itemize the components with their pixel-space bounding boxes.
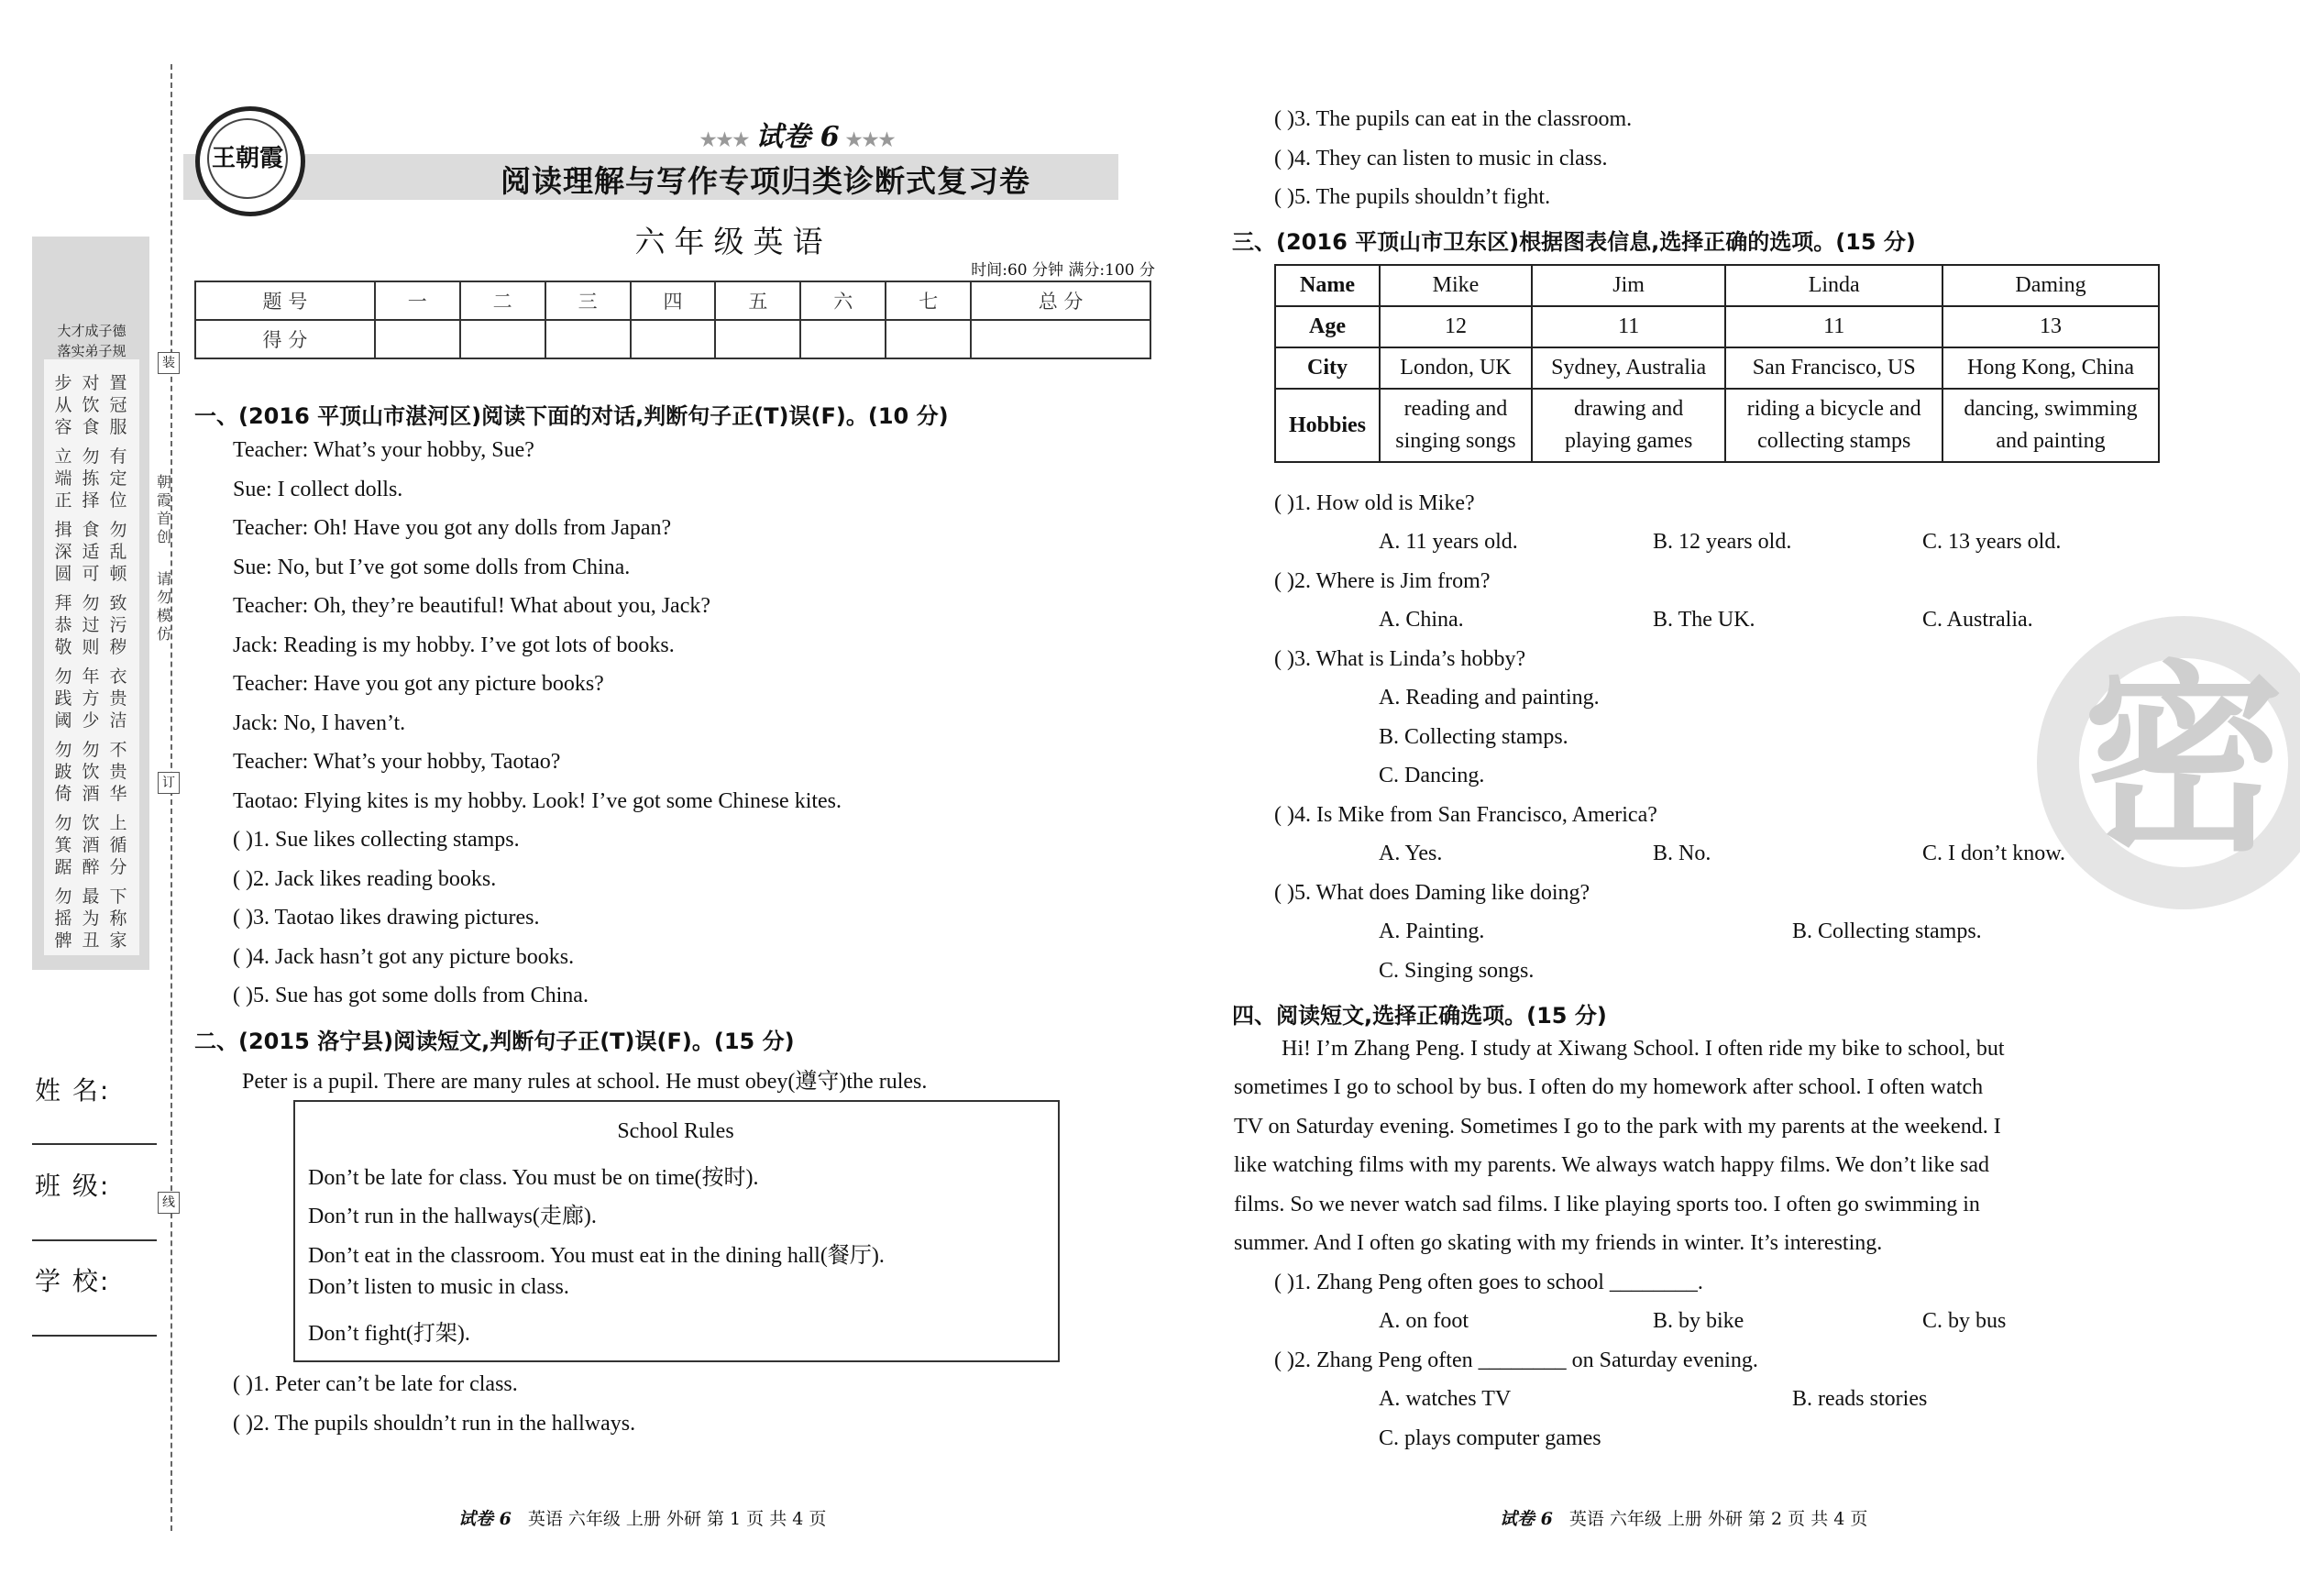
dialogue-line: Sue: I collect dolls. bbox=[233, 478, 403, 501]
grade-title: 六年级英语 bbox=[634, 224, 832, 259]
motto-char: 分 bbox=[109, 857, 127, 877]
option[interactable]: C. Singing songs. bbox=[1379, 959, 1535, 983]
seal-box-1: 装 bbox=[158, 352, 180, 374]
motto-char: 下 bbox=[109, 886, 127, 907]
score-header-cell: 五 bbox=[715, 281, 800, 320]
question-s1-3[interactable]: ( )3. Taotao likes drawing pictures. bbox=[233, 906, 540, 930]
class-field[interactable] bbox=[32, 1239, 157, 1241]
question-s3-3[interactable]: ( )3. What is Linda’s hobby? bbox=[1274, 647, 1526, 671]
vertical-text-2: 请勿模仿 bbox=[156, 570, 171, 643]
motto-column bbox=[108, 592, 128, 658]
table-cell: 13 bbox=[1942, 306, 2159, 347]
motto-column bbox=[53, 812, 73, 878]
motto-row bbox=[44, 873, 139, 951]
motto-char: 丑 bbox=[82, 930, 100, 951]
motto-char: 端 bbox=[54, 468, 72, 489]
motto-char: 乱 bbox=[109, 542, 127, 562]
motto-char: 衣 bbox=[109, 666, 127, 687]
motto-char: 勿 bbox=[82, 593, 100, 613]
table-cell: Daming bbox=[1942, 265, 2159, 306]
motto-column bbox=[108, 812, 128, 878]
motto-char: 过 bbox=[82, 615, 100, 635]
motto-column bbox=[53, 666, 73, 732]
option[interactable]: A. Reading and painting. bbox=[1379, 686, 1600, 710]
motto-char: 正 bbox=[54, 490, 72, 511]
motto-char: 摇 bbox=[54, 908, 72, 929]
motto-char: 食 bbox=[82, 417, 100, 437]
score-header-cell: 总 分 bbox=[971, 281, 1150, 320]
paper-label: ★★★ 试卷 6 ★★★ bbox=[699, 121, 896, 153]
motto-heading-1: 大才成子德 bbox=[57, 323, 127, 339]
option[interactable]: B. 12 years old. bbox=[1653, 530, 1792, 554]
table-cell: 12 bbox=[1380, 306, 1532, 347]
rule-item: Don’t fight(打架). bbox=[308, 1322, 470, 1346]
motto-column bbox=[53, 446, 73, 512]
watermark-glyph: 密 bbox=[2082, 644, 2284, 878]
motto-char: 食 bbox=[82, 520, 100, 540]
hobby-line: riding a bicycle and bbox=[1746, 397, 1921, 421]
motto-char: 称 bbox=[109, 908, 127, 929]
motto-char: 最 bbox=[82, 886, 100, 907]
motto-char: 箕 bbox=[54, 835, 72, 855]
motto-char: 立 bbox=[54, 446, 72, 467]
motto-char: 跛 bbox=[54, 762, 72, 782]
motto-char: 勿 bbox=[54, 740, 72, 760]
motto-char: 位 bbox=[109, 490, 127, 511]
motto-char: 家 bbox=[109, 930, 127, 951]
table-cell: Mike bbox=[1380, 265, 1532, 306]
table-header-name: Name bbox=[1275, 265, 1380, 306]
dialogue-line: Teacher: Have you got any picture books? bbox=[233, 672, 604, 696]
hobby-line: singing songs bbox=[1395, 429, 1516, 453]
question-s1-5[interactable]: ( )5. Sue has got some dolls from China. bbox=[233, 984, 589, 1007]
option[interactable]: C. by bus bbox=[1922, 1309, 2007, 1333]
option[interactable]: C. 13 years old. bbox=[1922, 530, 2062, 554]
hobby-line: playing games bbox=[1564, 429, 1693, 453]
score-header-cell: 二 bbox=[460, 281, 545, 320]
motto-char: 从 bbox=[54, 395, 72, 415]
motto-heading-2: 落实弟子规 bbox=[57, 343, 127, 359]
score-input-cell[interactable] bbox=[631, 320, 716, 358]
dialogue-line: Taotao: Flying kites is my hobby. Look! I’ve got some Chinese kites. bbox=[233, 789, 842, 813]
question-s1-1[interactable]: ( )1. Sue likes collecting stamps. bbox=[233, 828, 520, 852]
question-s3-2[interactable]: ( )2. Where is Jim from? bbox=[1274, 569, 1491, 593]
vertical-text-1: 朝霞首创 bbox=[156, 473, 171, 545]
dialogue-line: Jack: Reading is my hobby. I’ve got lots of books. bbox=[233, 633, 675, 657]
dialogue-line: Teacher: What’s your hobby, Sue? bbox=[233, 438, 534, 462]
motto-char: 恭 bbox=[54, 615, 72, 635]
motto-char: 容 bbox=[54, 417, 72, 437]
motto-char: 酒 bbox=[82, 784, 100, 804]
motto-row bbox=[44, 433, 139, 511]
table-cell bbox=[1725, 389, 1942, 462]
table-header-city: City bbox=[1275, 347, 1380, 389]
motto-row bbox=[44, 653, 139, 731]
motto-char: 贵 bbox=[109, 762, 127, 782]
option[interactable]: A. Yes. bbox=[1379, 842, 1443, 865]
motto-char: 可 bbox=[82, 564, 100, 584]
question-s2-1[interactable]: ( )1. Peter can’t be late for class. bbox=[233, 1372, 518, 1396]
option[interactable]: C. Australia. bbox=[1922, 608, 2033, 632]
brand-logo-text: 王朝霞 bbox=[207, 118, 288, 199]
footer-left-text: 英语 六年级 上册 外研 第 1 页 共 4 页 bbox=[527, 1509, 827, 1529]
question-s3-4[interactable]: ( )4. Is Mike from San Francisco, America? bbox=[1274, 803, 1657, 827]
motto-column bbox=[81, 519, 101, 585]
motto-column bbox=[81, 666, 101, 732]
score-header-cell: 七 bbox=[886, 281, 971, 320]
rule-item: Don’t eat in the classroom. You must eat in the dining hall(餐厅). bbox=[308, 1244, 885, 1268]
dialogue-line: Teacher: Oh, they’re beautiful! What about you, Jack? bbox=[233, 594, 710, 618]
score-header-cell: 六 bbox=[800, 281, 886, 320]
footer-left bbox=[458, 1505, 826, 1530]
motto-char: 上 bbox=[109, 813, 127, 833]
passage-line: Hi! I’m Zhang Peng. I study at Xiwang School. I often ride my bike to school, but bbox=[1282, 1037, 2005, 1061]
motto-column bbox=[53, 372, 73, 438]
motto-char: 勿 bbox=[54, 813, 72, 833]
table-cell bbox=[1380, 389, 1532, 462]
motto-char: 深 bbox=[54, 542, 72, 562]
score-input-cell[interactable] bbox=[460, 320, 545, 358]
motto-char: 践 bbox=[54, 688, 72, 709]
motto-char: 少 bbox=[82, 710, 100, 731]
passage-line: TV on Saturday evening. Sometimes I go to the park with my parents at the weekend. I bbox=[1234, 1115, 2001, 1139]
motto-char: 圆 bbox=[54, 564, 72, 584]
motto-char: 洁 bbox=[109, 710, 127, 731]
option[interactable]: C. plays computer games bbox=[1379, 1426, 1601, 1450]
question-s2-2[interactable]: ( )2. The pupils shouldn’t run in the hallways. bbox=[233, 1412, 636, 1436]
question-s3-5[interactable]: ( )5. What does Daming like doing? bbox=[1274, 881, 1590, 905]
hobby-line: reading and bbox=[1403, 397, 1508, 421]
seal-box-3: 线 bbox=[158, 1192, 180, 1214]
table-cell: Hong Kong, China bbox=[1942, 347, 2159, 389]
hobby-line: collecting stamps bbox=[1757, 429, 1911, 453]
table-cell: Linda bbox=[1725, 265, 1942, 306]
motto-char: 秽 bbox=[109, 637, 127, 657]
motto-char: 择 bbox=[82, 490, 100, 511]
binding-dashed-line bbox=[171, 64, 172, 1531]
passage-line: sometimes I go to school by bus. I often do my homework after school. I often watch bbox=[1234, 1075, 1984, 1099]
paper-title: 阅读理解与写作专项归类诊断式复习卷 bbox=[501, 163, 1030, 199]
rule-item: Don’t be late for class. You must be on time(按时). bbox=[308, 1166, 759, 1190]
score-row-label: 得 分 bbox=[195, 320, 375, 358]
dialogue-line: Teacher: What’s your hobby, Taotao? bbox=[233, 750, 561, 774]
question-s1-2[interactable]: ( )2. Jack likes reading books. bbox=[233, 867, 497, 891]
motto-column bbox=[53, 739, 73, 805]
motto-char: 定 bbox=[109, 468, 127, 489]
footer-right bbox=[1500, 1505, 1867, 1530]
hobby-line: drawing and bbox=[1574, 397, 1684, 421]
section1-title: 一、(2016 平顶山市湛河区)阅读下面的对话,判断句子正(T)误(F)。(10 分) bbox=[194, 403, 949, 429]
score-table bbox=[194, 281, 1151, 359]
score-input-cell[interactable] bbox=[375, 320, 460, 358]
question-s4-1[interactable]: ( )1. Zhang Peng often goes to school ________. bbox=[1274, 1271, 1703, 1294]
option[interactable]: C. Dancing. bbox=[1379, 764, 1485, 787]
motto-char: 为 bbox=[82, 908, 100, 929]
option[interactable]: B. Collecting stamps. bbox=[1792, 919, 1982, 943]
motto-char: 循 bbox=[109, 835, 127, 855]
option[interactable]: A. watches TV bbox=[1379, 1387, 1512, 1411]
option[interactable]: C. I don’t know. bbox=[1922, 842, 2065, 865]
motto-char: 揖 bbox=[54, 520, 72, 540]
motto-char: 勿 bbox=[109, 520, 127, 540]
motto-char: 顿 bbox=[109, 564, 127, 584]
dialogue-line: Sue: No, but I’ve got some dolls from China. bbox=[233, 556, 631, 579]
score-header-cell: 四 bbox=[631, 281, 716, 320]
motto-column bbox=[81, 886, 101, 952]
rule-item: Don’t run in the hallways(走廊). bbox=[308, 1205, 597, 1228]
motto-column bbox=[81, 739, 101, 805]
table-cell: 11 bbox=[1532, 306, 1725, 347]
option[interactable]: B. reads stories bbox=[1792, 1387, 1928, 1411]
dialogue-line: Jack: No, I haven’t. bbox=[233, 711, 406, 735]
motto-char: 醉 bbox=[82, 857, 100, 877]
motto-column bbox=[81, 446, 101, 512]
name-label: 姓 名: bbox=[35, 1075, 111, 1106]
score-input-cell[interactable] bbox=[971, 320, 1150, 358]
passage-line: films. So we never watch sad films. I like playing sports too. I often go swimming in bbox=[1234, 1193, 1980, 1216]
table-header-age: Age bbox=[1275, 306, 1380, 347]
question-s1-4[interactable]: ( )4. Jack hasn’t got any picture books. bbox=[233, 945, 575, 969]
motto-column bbox=[108, 446, 128, 512]
school-label: 学 校: bbox=[35, 1266, 111, 1296]
option[interactable]: B. No. bbox=[1653, 842, 1711, 865]
table-cell: San Francisco, US bbox=[1725, 347, 1942, 389]
motto-char: 拜 bbox=[54, 593, 72, 613]
score-input-cell[interactable] bbox=[715, 320, 800, 358]
motto-row bbox=[44, 726, 139, 804]
motto-column bbox=[108, 372, 128, 438]
motto-column bbox=[81, 592, 101, 658]
motto-char: 勿 bbox=[82, 740, 100, 760]
motto-column bbox=[81, 812, 101, 878]
table-cell: 11 bbox=[1725, 306, 1942, 347]
table-cell: Jim bbox=[1532, 265, 1725, 306]
question-s3-1[interactable]: ( )1. How old is Mike? bbox=[1274, 491, 1475, 515]
question-s2-4[interactable]: ( )4. They can listen to music in class. bbox=[1274, 147, 1608, 171]
motto-row bbox=[44, 359, 139, 437]
motto-char: 饮 bbox=[82, 813, 100, 833]
motto-char: 敬 bbox=[54, 637, 72, 657]
hobby-line: and painting bbox=[1996, 429, 2106, 453]
motto-char: 勿 bbox=[54, 666, 72, 687]
question-s2-3[interactable]: ( )3. The pupils can eat in the classroom. bbox=[1274, 107, 1633, 131]
motto-column bbox=[108, 519, 128, 585]
motto-char: 华 bbox=[109, 784, 127, 804]
footer-left-label: 试卷 6 bbox=[458, 1509, 512, 1529]
score-input-cell[interactable] bbox=[800, 320, 886, 358]
motto-char: 污 bbox=[109, 615, 127, 635]
motto-column bbox=[108, 739, 128, 805]
table-cell bbox=[1532, 389, 1725, 462]
motto-column bbox=[53, 592, 73, 658]
info-table bbox=[1274, 264, 2160, 463]
rules-title: School Rules bbox=[617, 1119, 734, 1143]
dialogue-line: Teacher: Oh! Have you got any dolls from Japan? bbox=[233, 516, 672, 540]
motto-char: 方 bbox=[82, 688, 100, 709]
question-s2-5[interactable]: ( )5. The pupils shouldn’t fight. bbox=[1274, 185, 1551, 209]
footer-right-label: 试卷 6 bbox=[1500, 1509, 1553, 1529]
motto-char: 勿 bbox=[82, 446, 100, 467]
motto-column bbox=[53, 519, 73, 585]
seal-box-2: 订 bbox=[158, 772, 180, 794]
footer-right-text: 英语 六年级 上册 外研 第 2 页 共 4 页 bbox=[1568, 1509, 1868, 1529]
motto-char: 适 bbox=[82, 542, 100, 562]
option[interactable]: A. Painting. bbox=[1379, 919, 1485, 943]
motto-char: 勿 bbox=[54, 886, 72, 907]
score-input-cell[interactable] bbox=[886, 320, 971, 358]
table-cell: Sydney, Australia bbox=[1532, 347, 1725, 389]
motto-char: 对 bbox=[82, 373, 100, 393]
motto-char: 则 bbox=[82, 637, 100, 657]
motto-column bbox=[108, 886, 128, 952]
motto-row bbox=[44, 506, 139, 584]
motto-char: 服 bbox=[109, 417, 127, 437]
option[interactable]: B. Collecting stamps. bbox=[1379, 725, 1568, 749]
motto-char: 年 bbox=[82, 666, 100, 687]
score-header-cell: 题 号 bbox=[195, 281, 375, 320]
question-s4-2[interactable]: ( )2. Zhang Peng often ________ on Saturday evening. bbox=[1274, 1348, 1758, 1372]
motto-column bbox=[81, 372, 101, 438]
motto-char: 阈 bbox=[54, 710, 72, 731]
motto-char: 踞 bbox=[54, 857, 72, 877]
motto-row bbox=[44, 799, 139, 877]
passage-line: summer. And I often go skating with my friends in winter. It’s interesting. bbox=[1234, 1231, 1883, 1255]
motto-char: 贵 bbox=[109, 688, 127, 709]
motto-row bbox=[44, 579, 139, 657]
motto-column bbox=[108, 666, 128, 732]
table-header-hobbies: Hobbies bbox=[1275, 389, 1380, 462]
motto-grid bbox=[44, 359, 139, 955]
name-field[interactable] bbox=[32, 1143, 157, 1145]
table-cell: London, UK bbox=[1380, 347, 1532, 389]
section2-title: 二、(2015 洛宁县)阅读短文,判断句子正(T)误(F)。(15 分) bbox=[194, 1029, 795, 1054]
option[interactable]: A. on foot bbox=[1379, 1309, 1469, 1333]
section2-intro: Peter is a pupil. There are many rules at school. He must obey(遵守)the rules. bbox=[242, 1070, 928, 1094]
motto-column bbox=[53, 886, 73, 952]
motto-char: 有 bbox=[109, 446, 127, 467]
motto-char: 髀 bbox=[54, 930, 72, 951]
passage-line: like watching films with my parents. We always watch happy films. We don’t like sad bbox=[1234, 1153, 1989, 1177]
score-input-cell[interactable] bbox=[545, 320, 631, 358]
motto-char: 置 bbox=[109, 373, 127, 393]
score-header-cell: 三 bbox=[545, 281, 631, 320]
section4-title: 四、阅读短文,选择正确选项。(15 分) bbox=[1232, 1003, 1607, 1029]
motto-char: 致 bbox=[109, 593, 127, 613]
motto-char: 步 bbox=[54, 373, 72, 393]
motto-char: 拣 bbox=[82, 468, 100, 489]
motto-char: 倚 bbox=[54, 784, 72, 804]
time-info: 时间:60 分钟 满分:100 分 bbox=[971, 261, 1155, 280]
motto-char: 饮 bbox=[82, 395, 100, 415]
option[interactable]: B. by bike bbox=[1653, 1309, 1744, 1333]
motto-char: 冠 bbox=[109, 395, 127, 415]
hobby-line: dancing, swimming bbox=[1964, 397, 2138, 421]
option[interactable]: B. The UK. bbox=[1653, 608, 1755, 632]
school-field[interactable] bbox=[32, 1335, 157, 1337]
option[interactable]: A. China. bbox=[1379, 608, 1464, 632]
score-header-cell: 一 bbox=[375, 281, 460, 320]
motto-char: 饮 bbox=[82, 762, 100, 782]
paper-label-text: 试卷 6 bbox=[755, 121, 840, 153]
motto-char: 酒 bbox=[82, 835, 100, 855]
class-label: 班 级: bbox=[35, 1171, 111, 1201]
rule-item: Don’t listen to music in class. bbox=[308, 1275, 569, 1299]
table-cell bbox=[1942, 389, 2159, 462]
option[interactable]: A. 11 years old. bbox=[1379, 530, 1518, 554]
motto-char: 不 bbox=[109, 740, 127, 760]
section3-title: 三、(2016 平顶山市卫东区)根据图表信息,选择正确的选项。(15 分) bbox=[1232, 229, 1916, 255]
